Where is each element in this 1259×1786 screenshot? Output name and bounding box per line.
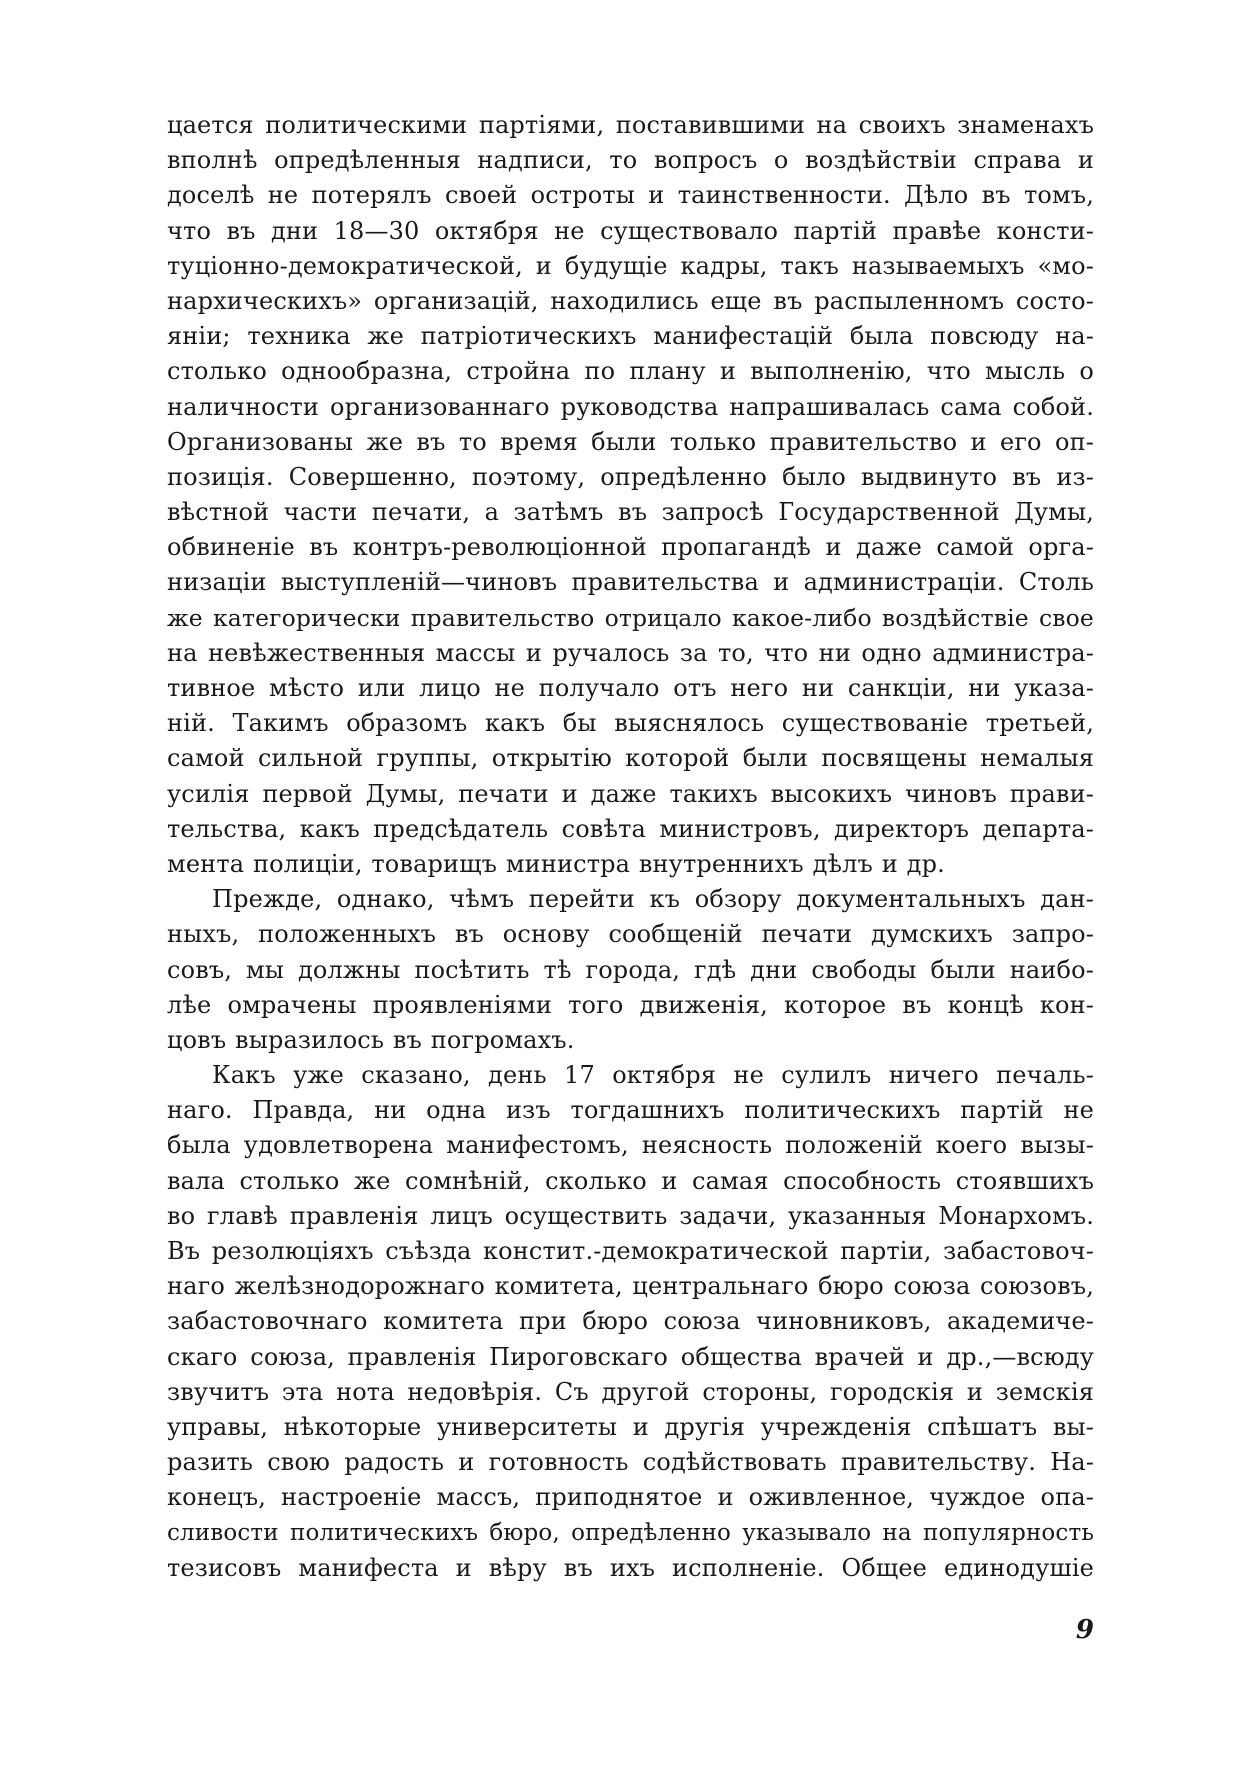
text-line: вала столько же сомнѣній, сколько и самая способность стоявшихъ — [167, 1166, 1094, 1195]
text-line: тельства, какъ предсѣдатель совѣта министровъ, директоръ департа- — [167, 814, 1094, 843]
text-line: конецъ, настроеніе массъ, приподнятое и оживленное, чуждое опа- — [167, 1483, 1094, 1512]
text-line: цовъ выразилось въ погромахъ. — [167, 1025, 575, 1054]
text-line: нархическихъ» организацій, находились еще въ распыленномъ состо- — [167, 286, 1094, 315]
page-number: 9 — [1075, 1615, 1094, 1645]
text-line: что въ дни 18—30 октября не существовало партій правѣе консти- — [167, 216, 1094, 245]
text-line: Организованы же въ то время были только правительство и его оп- — [167, 427, 1094, 456]
text-line: туціонно-демократической, и будущіе кадры, такъ называемыхъ «мо- — [167, 251, 1094, 280]
text-line: наго. Правда, ни одна изъ тогдашнихъ политическихъ партій не — [167, 1096, 1094, 1125]
text-line: звучитъ эта нота недовѣрія. Съ другой стороны, городскія и земскія — [167, 1377, 1094, 1406]
text-line: мента полиціи, товарищъ министра внутреннихъ дѣлъ и др. — [167, 849, 945, 878]
text-line: ній. Такимъ образомъ какъ бы выяснялось существованіе третьей, — [167, 709, 1094, 738]
text-line: на невѣжественныя массы и ручалось за то, что ни одно администра- — [167, 638, 1094, 667]
text-line: доселѣ не потерялъ своей остроты и таинственности. Дѣло въ томъ, — [167, 181, 1094, 210]
text-line: во главѣ правленія лицъ осуществить задачи, указанныя Монархомъ. — [167, 1201, 1094, 1230]
paragraph-2 — [167, 882, 1094, 1058]
paragraph-1 — [167, 108, 1094, 882]
text-line: яніи; техника же патріотическихъ манифестацій была повсюду на- — [167, 322, 1094, 351]
text-line: позиція. Совершенно, поэтому, опредѣленно было выдвинуто въ из- — [167, 462, 1094, 491]
text-line: тивное мѣсто или лицо не получало отъ него ни санкціи, ни указа- — [167, 674, 1094, 702]
text-line: низаціи выступленій—чиновъ правительства и администраціи. Столь — [167, 568, 1094, 597]
text-line: тезисовъ манифеста и вѣру въ ихъ исполненіе. Общее единодушіе — [167, 1553, 1094, 1582]
text-line: усилія первой Думы, печати и даже такихъ высокихъ чиновъ прави- — [167, 779, 1094, 808]
text-line: Прежде, однако, чѣмъ перейти къ обзору документальныхъ дан- — [212, 885, 1094, 914]
text-line: была удовлетворена манифестомъ, неясность положеній коего вызы- — [167, 1131, 1094, 1160]
body-text — [167, 108, 1094, 1586]
text-line: забастовочнаго комитета при бюро союза чиновниковъ, академиче- — [167, 1307, 1094, 1336]
text-line: наличности организованнаго руководства напрашивалась сама собой. — [167, 392, 1094, 421]
text-line: Въ резолюціяхъ съѣзда констит.-демократической партіи, забастовоч- — [167, 1237, 1094, 1265]
text-line: Какъ уже сказано, день 17 октября не сулилъ ничего печаль- — [212, 1061, 1094, 1090]
text-line: наго желѣзнодорожнаго комитета, центральнаго бюро союза союзовъ, — [167, 1272, 1094, 1301]
text-line: цается политическими партіями, поставившими на своихъ знаменахъ — [167, 111, 1094, 139]
text-line: вполнѣ опредѣленныя надписи, то вопросъ о воздѣйствіи справа и — [167, 146, 1094, 175]
text-line: сливости политическихъ бюро, опредѣленно указывало на популярность — [167, 1519, 1094, 1546]
text-line: самой сильной группы, открытію которой были посвящены немалыя — [167, 744, 1094, 773]
text-line: же категорически правительство отрицало какое-либо воздѣйствіе свое — [167, 603, 1094, 632]
text-line: лѣе омрачены проявленіями того движенія, которое въ концѣ кон- — [167, 990, 1094, 1019]
paragraph-3 — [167, 1058, 1094, 1586]
text-line: разить свою радость и готовность содѣйствовать правительству. На- — [167, 1448, 1094, 1477]
text-line: совъ, мы должны посѣтить тѣ города, гдѣ дни свободы были наибо- — [167, 955, 1094, 984]
text-line: ныхъ, положенныхъ въ основу сообщеній печати думскихъ запро- — [167, 920, 1094, 949]
text-line: обвиненіе въ контръ-революціонной пропагандѣ и даже самой орга- — [167, 533, 1094, 562]
text-line: столько однообразна, стройна по плану и выполненію, что мысль о — [167, 357, 1094, 386]
text-line: вѣстной части печати, а затѣмъ въ запросѣ Государственной Думы, — [167, 498, 1094, 527]
text-line: управы, нѣкоторые университеты и другія учрежденія спѣшатъ вы- — [167, 1412, 1094, 1441]
text-line: скаго союза, правленія Пироговскаго общества врачей и др.,—всюду — [167, 1342, 1094, 1371]
